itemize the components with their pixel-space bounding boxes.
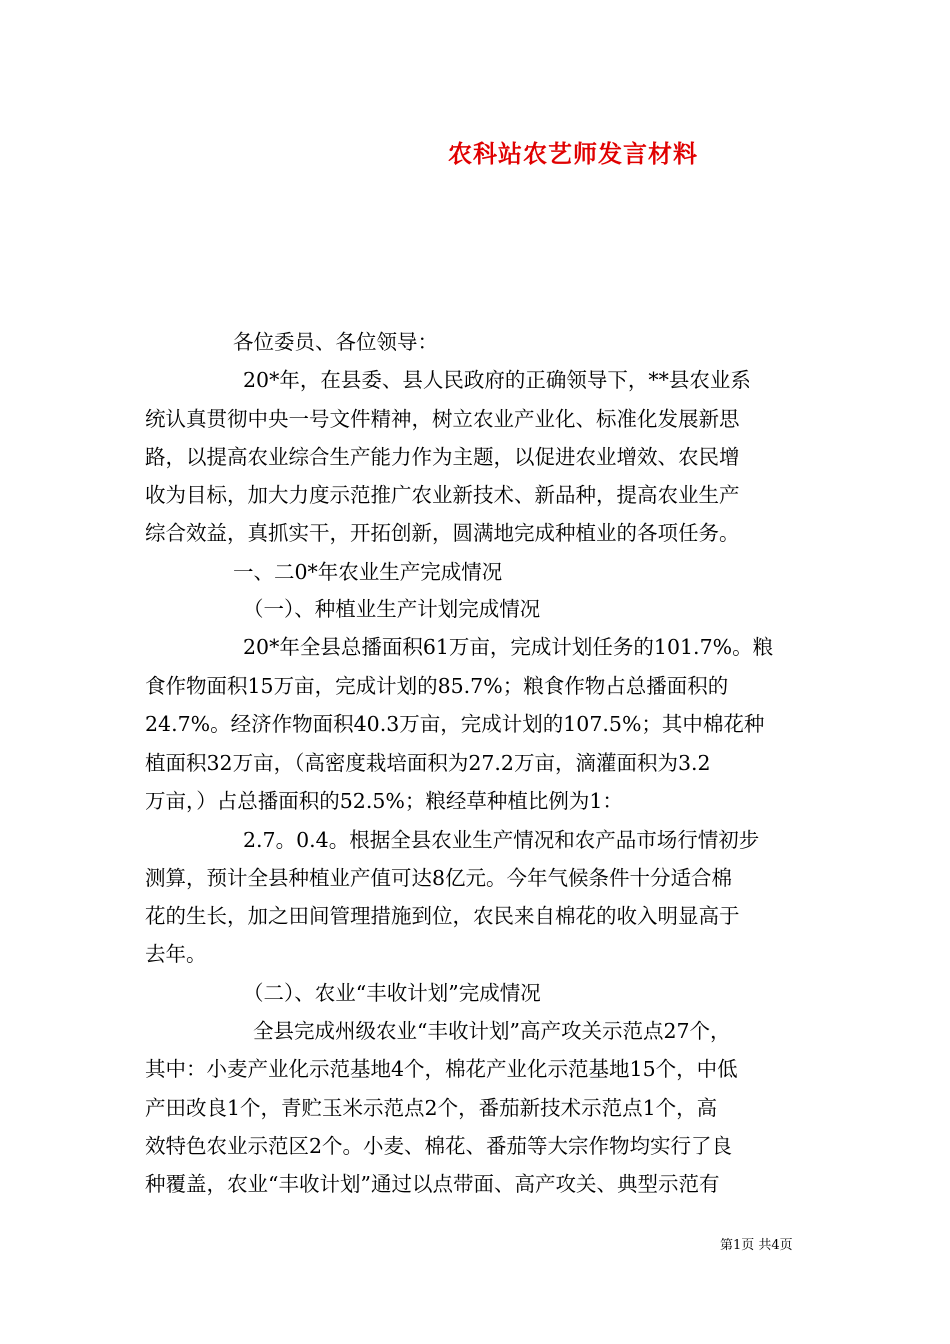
body-line: 测算，预计全县种植业产值可达8亿元。今年气候条件十分适合棉 xyxy=(145,866,733,890)
body-line: 20*年全县总播面积61万亩，完成计划任务的101.7%。粮 xyxy=(243,635,774,659)
page-footer: 第1页 共4页 xyxy=(720,1238,793,1253)
salutation: 各位委员、各位领导： xyxy=(233,330,438,354)
body-line: 20*年，在县委、县人民政府的正确领导下，**县农业系 xyxy=(243,368,751,392)
body-line: 综合效益，真抓实干，开拓创新，圆满地完成种植业的各项任务。 xyxy=(145,521,740,545)
body-line: 24.7%。经济作物面积40.3万亩，完成计划的107.5%；其中棉花种 xyxy=(145,712,765,736)
body-line: 万亩，）占总播面积的52.5%；粮经草种植比例为1： xyxy=(145,789,623,813)
body-line: 全县完成州级农业“丰收计划”高产攻关示范点27个， xyxy=(253,1019,731,1043)
body-line: 种覆盖，农业“丰收计划”通过以点带面、高产攻关、典型示范有 xyxy=(145,1172,720,1196)
subsection-heading: （二）、农业“丰收计划”完成情况 xyxy=(243,981,541,1005)
body-line: 收为目标，加大力度示范推广农业新技术、新品种，提高农业生产 xyxy=(145,483,740,507)
body-line: 路，以提高农业综合生产能力作为主题，以促进农业增效、农民增 xyxy=(145,445,740,469)
body-line: 花的生长，加之田间管理措施到位，农民来自棉花的收入明显高于 xyxy=(145,904,740,928)
body-line: 植面积32万亩，（高密度栽培面积为27.2万亩，滴灌面积为3.2 xyxy=(145,751,711,775)
section-heading: 一、二0*年农业生产完成情况 xyxy=(233,560,503,584)
page-title: 农科站农艺师发言材料 xyxy=(448,139,698,168)
subsection-heading: （一）、种植业生产计划完成情况 xyxy=(243,597,541,621)
body-line: 去年。 xyxy=(145,942,207,966)
body-line: 产田改良1个，青贮玉米示范点2个，番茄新技术示范点1个，高 xyxy=(145,1096,718,1120)
body-line: 效特色农业示范区2个。小麦、棉花、番茄等大宗作物均实行了良 xyxy=(145,1134,733,1158)
body-line: 2.7。0.4。根据全县农业生产情况和农产品市场行情初步 xyxy=(243,828,760,852)
body-line: 食作物面积15万亩，完成计划的85.7%；粮食作物占总播面积的 xyxy=(145,674,729,698)
body-line: 统认真贯彻中央一号文件精神，树立农业产业化、标准化发展新思 xyxy=(145,407,740,431)
body-line: 其中：小麦产业化示范基地4个，棉花产业化示范基地15个，中低 xyxy=(145,1057,738,1081)
